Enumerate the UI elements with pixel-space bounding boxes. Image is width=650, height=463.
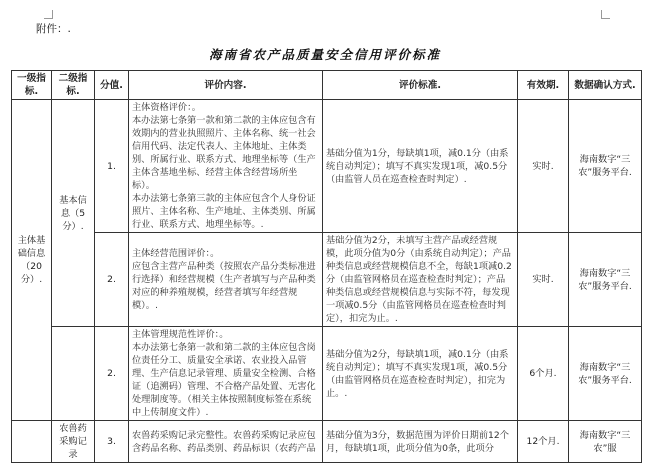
level2-cell-empty [52, 327, 95, 421]
validity-cell: 12个月. [518, 421, 569, 463]
content-cell: 主体管理规范性评价：。 本办法第七条第一款和第二款的主体应包含岗位责任分工、质量安全承诺、农业投入品管理、生产信息记录管理、质量安全检测、合格证（追溯码）管理、不合格产品处置、无害化处理制度等。（相关主体按照制度标签在系统中上传制度文件）. [129, 327, 323, 421]
level2-cell: 农兽药采购记录 [52, 421, 95, 463]
table-row [12, 327, 642, 421]
content-cell: 主体资格评价：。 本办法第七条第一款和第二款的主体应包含有效期内的营业执照照片、主体名称、统一社会信用代码、法定代表人、主体地址、主体类别、所属行业、联系方式、地理坐标等（生产主体含基地坐标、经营主体含经营场所坐标）。 本办法第七条第三款的主体应包含个人身份证照片、主体名称、生产地址、主体类别、所属行业、联系方式、地理坐标等。. [129, 100, 323, 233]
standard-cell: 基础分值为2分，每缺填1项，减0.1分（由系统自动判定）；填写不真实发现1项，减0.5分（由监管网格员在巡查检查时判定），扣完为止。. [323, 327, 518, 421]
header-level2: 二级指标. [52, 71, 95, 100]
score-cell: 2. [95, 233, 129, 327]
score-cell: 3. [95, 421, 129, 463]
validity-cell: 6个月. [518, 327, 569, 421]
confirm-cell: 海南数字“三农”服务平台. [569, 100, 642, 233]
attachment-label: 附件：. [36, 23, 71, 35]
validity-cell: 实时. [518, 100, 569, 233]
score-cell: 1. [95, 100, 129, 233]
header-level1: 一级指标. [12, 71, 52, 100]
level1-cell-empty [12, 421, 52, 463]
standard-cell: 基础分值为2分，未填写主营产品或经营规模，此项分值为0分（由系统自动判定）；产品种类信息或经营规模信息不全，每缺1项减0.2分（由监管网格员在巡查检查时判定）；产品种类信息或经营规模信息与实际不符，每发现一项减0.5分（由监管网格员在巡查检查时判定），扣完为止。. [323, 233, 518, 327]
confirm-cell: 海南数字“三农”服 [569, 421, 642, 463]
document-title: 海南省农产品质量安全信用评价标准 [208, 47, 441, 62]
confirm-cell: 海南数字“三农”服务平台. [569, 327, 642, 421]
header-validity: 有效期. [518, 71, 569, 100]
page-corner-mark-right [601, 10, 610, 19]
content-cell: 农兽药采购记录完整性。农兽药采购记录应包含药品名称、药品类别、药品标识（农药产品 [129, 421, 323, 463]
table-row [12, 100, 642, 233]
header-score: 分值. [95, 71, 129, 100]
table-header-row [12, 71, 642, 100]
page-corner-mark-left [44, 10, 53, 19]
standard-cell: 基础分值为1分，每缺填1项，减0.1分（由系统自动判定）；填写不真实发现1项，减0.5分（由监管人员在巡查检查时判定）. [323, 100, 518, 233]
table-row [12, 233, 642, 327]
score-cell: 2. [95, 327, 129, 421]
level1-cell: 主体基础信息（20分）. [12, 100, 52, 421]
header-confirm: 数据确认方式. [569, 71, 642, 100]
table-row [12, 421, 642, 463]
header-content: 评价内容. [129, 71, 323, 100]
content-cell: 主体经营范围评价：。 应包含主营产品种类（按照农产品分类标准进行选择）和经营规模（生产者填写与产品种类对应的种养殖规模，经营者填写年经营规模）。. [129, 233, 323, 327]
validity-cell: 实时. [518, 233, 569, 327]
level2-cell: 基本信息（5分）. [52, 100, 95, 327]
credit-evaluation-table [11, 70, 642, 463]
header-standard: 评价标准. [323, 71, 518, 100]
confirm-cell: 海南数字“三农”服务平台. [569, 233, 642, 327]
standard-cell: 基础分值为3分，数据范围为评价日期前12个月，每缺填1项，此项分值为0条，此项分 [323, 421, 518, 463]
